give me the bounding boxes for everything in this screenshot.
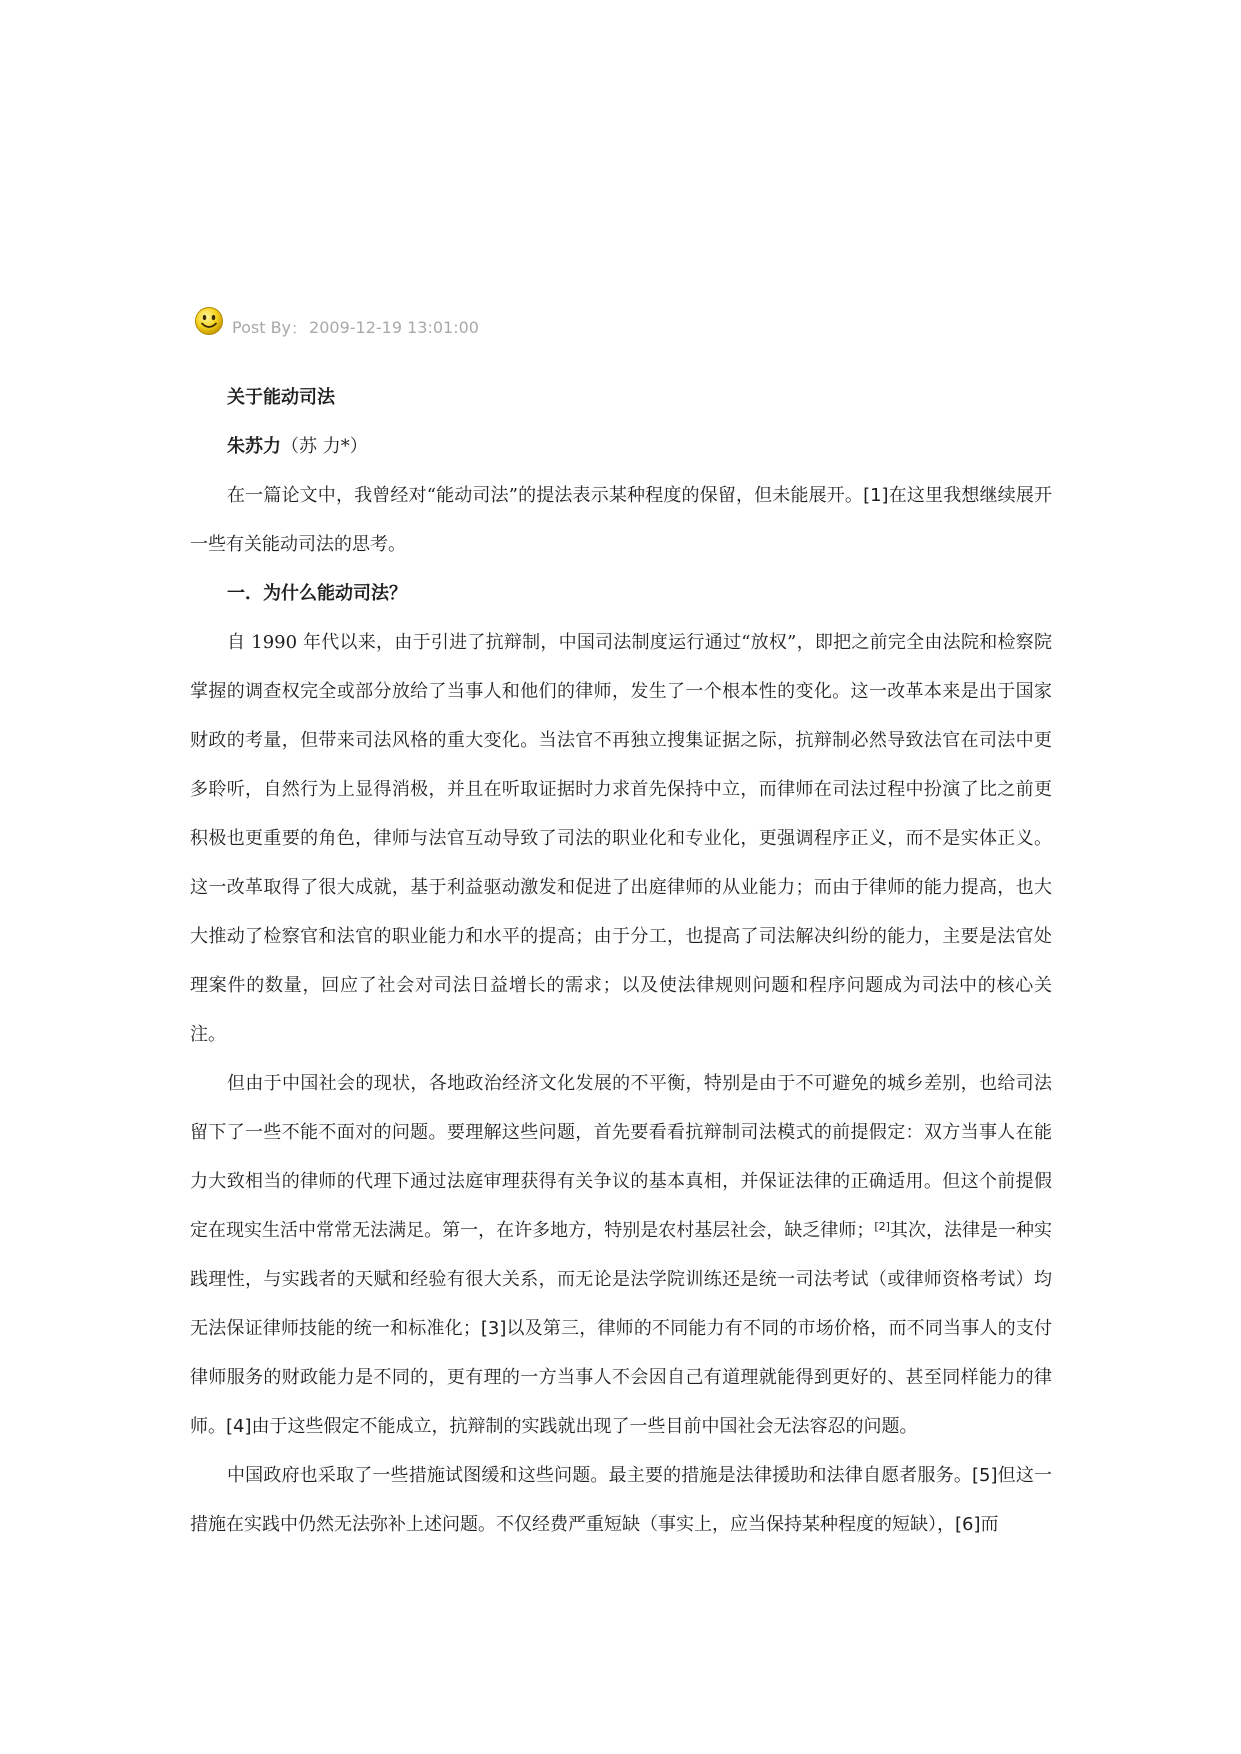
paragraph-problems — [190, 1059, 1052, 1451]
paragraph-text: 在一篇论文中，我曾经对“能动司法”的提法表示某种程度的保留，但未能展开。 — [227, 485, 864, 506]
article-body — [190, 373, 1052, 1549]
paragraph-text: 在这里我想继续展开一些有关能动司法的思考。 — [190, 485, 1052, 555]
post-meta — [194, 316, 479, 339]
section-heading-1: 一．为什么能动司法？ — [227, 583, 407, 604]
paragraph-text: 但这一措施在实践中仍然无法弥补上述问题。不仅经费严重短缺（事实上，应当保持某种程度的短缺）， — [190, 1465, 1052, 1535]
post-datetime: 2009-12-19 13:01:00 — [309, 318, 479, 337]
paragraph-text: 由于这些假定不能成立，抗辩制的实践就出现了一些目前中国社会无法容忍的问题。 — [251, 1416, 918, 1437]
paragraph-adversarial-system: 自 1990 年代以来，由于引进了抗辩制，中国司法制度运行通过“放权”，即把之前完全由法院和检察院掌握的调查权完全或部分放给了当事人和他们的律师，发生了一个根本性的变化。这一改革本来是出于国家财政的考量，但带来司法风格的重大变化。当法官不再独立搜集证据之际，抗辩制必然导致法官在司法中更多聆听，自然行为上显得消极，并且在听取证据时力求首先保持中立，而律师在司法过程中扮演了比之前更积极也更重要的角色，律师与法官互动导致了司法的职业化和专业化，更强调程序正义，而不是实体正义。这一改革取得了很大成就，基于利益驱动激发和促进了出庭律师的从业能力；而由于律师的能力提高，也大大推动了检察官和法官的职业能力和水平的提高；由于分工，也提高了司法解决纠纷的能力，主要是法官处理案件的数量，回应了社会对司法日益增长的需求；以及使法律规则问题和程序问题成为司法中的核心关注。 — [190, 632, 1052, 1045]
paragraph-text: 以及第三，律师的不同能力有不同的市场价格，而不同当事人的支付律师服务的财政能力是不同的，更有理的一方当事人不会因自己有道理就能得到更好的、甚至同样能力的律师。 — [190, 1318, 1053, 1437]
smiley-face-icon — [194, 306, 224, 336]
article-author — [190, 422, 1052, 471]
footnote-ref-6[interactable]: [6] — [955, 1514, 981, 1535]
paragraph-text: 其次，法律是一种实践理性，与实践者的天赋和经验有很大关系，而无论是法学院训练还是统一司法考试（或律师资格考试）均无法保证律师技能的统一和标准化； — [190, 1220, 1053, 1339]
article-title: 关于能动司法 — [227, 387, 335, 408]
author-name: 朱苏力 — [227, 436, 281, 457]
paragraph-government-measures — [190, 1451, 1052, 1549]
footnote-ref-3[interactable]: [3] — [480, 1318, 507, 1339]
footnote-ref-5[interactable]: [5] — [971, 1465, 998, 1486]
author-note: （苏 力*） — [281, 436, 368, 457]
paragraph-text: 中国政府也采取了一些措施试图缓和这些问题。最主要的措施是法律援助和法律自愿者服务。 — [227, 1465, 972, 1486]
footnote-ref-2[interactable]: [2] — [874, 1220, 890, 1233]
post-by-label: Post By — [232, 318, 292, 337]
paragraph-text: 但由于中国社会的现状，各地政治经济文化发展的不平衡，特别是由于不可避免的城乡差别，也给司法留下了一些不能不面对的问题。要理解这些问题，首先要看看抗辩制司法模式的前提假定：双方当事人在能力大致相当的律师的代理下通过法庭审理获得有关争议的基本真相，并保证法律的正确适用。但这个前提假定在现实生活中常常无法满足。第一，在许多地方，特别是农村基层社会，缺乏律师； — [190, 1073, 1052, 1241]
paragraph-text: 而 — [980, 1514, 999, 1535]
footnote-ref-4[interactable]: [4] — [226, 1416, 252, 1437]
post-by-colon: ： — [291, 319, 308, 338]
footnote-ref-1[interactable]: [1] — [863, 485, 889, 506]
paragraph-intro — [190, 471, 1052, 569]
